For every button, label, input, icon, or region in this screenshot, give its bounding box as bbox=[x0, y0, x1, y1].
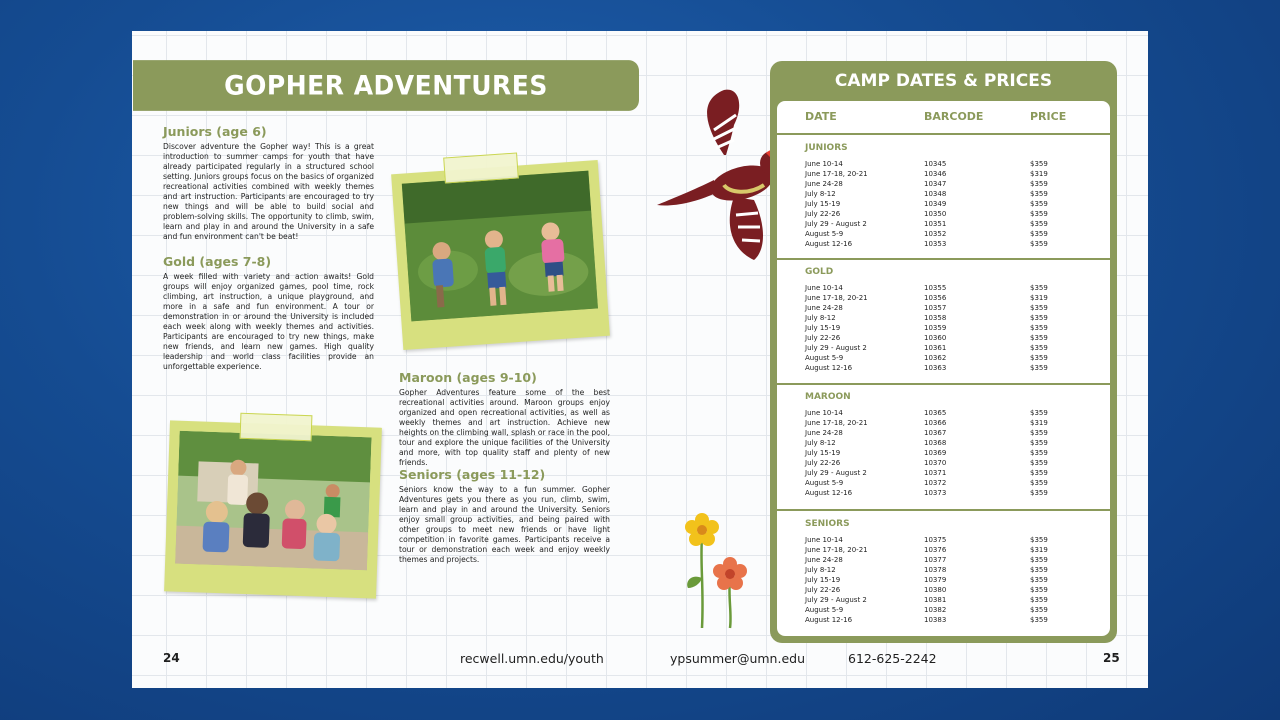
column-header-price: PRICE bbox=[1030, 110, 1067, 123]
table-row bbox=[777, 489, 1110, 499]
row-barcode: 10365 bbox=[924, 409, 947, 417]
row-date: June 10-14 bbox=[805, 160, 843, 168]
section-heading: Maroon (ages 9-10) bbox=[399, 370, 537, 385]
row-price: $359 bbox=[1030, 606, 1048, 614]
row-price: $359 bbox=[1030, 536, 1048, 544]
row-price: $359 bbox=[1030, 469, 1048, 477]
row-date: June 10-14 bbox=[805, 536, 843, 544]
section-maroon bbox=[399, 370, 610, 468]
table-row bbox=[777, 576, 1110, 586]
section-heading: Gold (ages 7-8) bbox=[163, 254, 272, 269]
row-barcode: 10352 bbox=[924, 230, 947, 238]
row-barcode: 10379 bbox=[924, 576, 947, 584]
row-barcode: 10367 bbox=[924, 429, 947, 437]
table-row bbox=[777, 459, 1110, 469]
row-barcode: 10372 bbox=[924, 479, 947, 487]
row-barcode: 10360 bbox=[924, 334, 947, 342]
photo-group-of-kids bbox=[164, 420, 382, 598]
row-price: $359 bbox=[1030, 409, 1048, 417]
row-date: August 5-9 bbox=[805, 606, 844, 614]
grass-photo-illustration bbox=[402, 171, 598, 322]
phone-number: 612-625-2242 bbox=[848, 651, 937, 666]
email-address: ypsummer@umn.edu bbox=[670, 651, 805, 666]
row-date: July 29 - August 2 bbox=[805, 469, 867, 477]
row-barcode: 10369 bbox=[924, 449, 947, 457]
row-price: $359 bbox=[1030, 354, 1048, 362]
row-barcode: 10373 bbox=[924, 489, 947, 497]
row-price: $359 bbox=[1030, 190, 1048, 198]
section-heading: Juniors (age 6) bbox=[163, 124, 267, 139]
row-price: $359 bbox=[1030, 596, 1048, 604]
group-photo-illustration bbox=[175, 431, 372, 571]
row-date: August 5-9 bbox=[805, 479, 844, 487]
tape-strip bbox=[240, 413, 313, 441]
table-row bbox=[777, 556, 1110, 566]
row-date: July 29 - August 2 bbox=[805, 596, 867, 604]
table-row bbox=[777, 536, 1110, 546]
row-barcode: 10357 bbox=[924, 304, 947, 312]
column-header-date: DATE bbox=[805, 110, 837, 123]
row-date: July 15-19 bbox=[805, 576, 841, 584]
divider bbox=[777, 133, 1110, 135]
row-date: June 10-14 bbox=[805, 284, 843, 292]
row-barcode: 10351 bbox=[924, 220, 947, 228]
row-price: $359 bbox=[1030, 576, 1048, 584]
row-date: June 10-14 bbox=[805, 409, 843, 417]
row-price: $359 bbox=[1030, 566, 1048, 574]
price-group-name: JUNIORS bbox=[805, 143, 848, 153]
table-row bbox=[777, 334, 1110, 344]
row-price: $359 bbox=[1030, 364, 1048, 372]
row-date: August 12-16 bbox=[805, 489, 853, 497]
row-date: August 12-16 bbox=[805, 364, 853, 372]
row-barcode: 10362 bbox=[924, 354, 947, 362]
row-barcode: 10381 bbox=[924, 596, 947, 604]
photo-kids-on-grass bbox=[391, 160, 610, 350]
row-price: $359 bbox=[1030, 200, 1048, 208]
page-number-left: 24 bbox=[163, 651, 180, 665]
row-date: June 24-28 bbox=[805, 180, 843, 188]
table-row bbox=[777, 449, 1110, 459]
row-date: August 5-9 bbox=[805, 354, 844, 362]
row-date: August 5-9 bbox=[805, 230, 844, 238]
table-row bbox=[777, 479, 1110, 489]
table-row bbox=[777, 240, 1110, 250]
section-body: Discover adventure the Gopher way! This is a great introduction to summer camps for youth that have already participated regularly in a structured school setting. Juniors groups focus on the basics of organized recreational activities combined with weekly themes and art instruction. Participants are encouraged to try new things and will be able to build social and problem-solving skills. The opportunity to climb, swim, learn and play in and around the University in a safe and fun environment can't be beat! bbox=[163, 142, 374, 241]
row-barcode: 10359 bbox=[924, 324, 947, 332]
row-price: $359 bbox=[1030, 616, 1048, 624]
table-row bbox=[777, 324, 1110, 334]
row-price: $319 bbox=[1030, 170, 1048, 178]
row-date: June 24-28 bbox=[805, 429, 843, 437]
row-date: June 17-18, 20-21 bbox=[805, 170, 868, 178]
table-row bbox=[777, 210, 1110, 220]
row-barcode: 10361 bbox=[924, 344, 947, 352]
row-price: $359 bbox=[1030, 439, 1048, 447]
row-date: July 29 - August 2 bbox=[805, 220, 867, 228]
row-barcode: 10349 bbox=[924, 200, 947, 208]
row-barcode: 10378 bbox=[924, 566, 947, 574]
table-row bbox=[777, 429, 1110, 439]
row-price: $359 bbox=[1030, 180, 1048, 188]
row-price: $319 bbox=[1030, 546, 1048, 554]
table-row bbox=[777, 294, 1110, 304]
row-price: $359 bbox=[1030, 220, 1048, 228]
section-body: A week filled with variety and action awaits! Gold groups will enjoy organized games, pool time, rock climbing, art instruction, a unique playground, and more in a safe and fun environment. A tour or demonstration in or around the University is included each week along with weekly themes and activities. Participants are encouraged to try new things, make new friends, and learn new games. High quality leadership and world class facilities provide an unforgettable experience. bbox=[163, 272, 374, 371]
section-seniors bbox=[399, 467, 610, 565]
row-barcode: 10363 bbox=[924, 364, 947, 372]
row-barcode: 10345 bbox=[924, 160, 947, 168]
row-barcode: 10350 bbox=[924, 210, 947, 218]
group-divider bbox=[777, 258, 1110, 260]
row-date: June 24-28 bbox=[805, 556, 843, 564]
table-row bbox=[777, 596, 1110, 606]
section-body: Gopher Adventures feature some of the best recreational activities around. Maroon groups enjoy organized and open recreational activities, as well as weekly themes and art instruction. Achieve new heights on the climbing wall, splash or race in the pool, tour and explore the unique facilities of the University and more, with top quality staff and plenty of new friends. bbox=[399, 388, 610, 467]
table-row bbox=[777, 419, 1110, 429]
row-barcode: 10383 bbox=[924, 616, 947, 624]
row-date: July 8-12 bbox=[805, 190, 836, 198]
row-barcode: 10368 bbox=[924, 439, 947, 447]
table-row bbox=[777, 439, 1110, 449]
row-barcode: 10348 bbox=[924, 190, 947, 198]
row-price: $359 bbox=[1030, 314, 1048, 322]
row-date: July 22-26 bbox=[805, 459, 841, 467]
row-date: July 15-19 bbox=[805, 449, 841, 457]
row-price: $319 bbox=[1030, 294, 1048, 302]
row-barcode: 10380 bbox=[924, 586, 947, 594]
table-row bbox=[777, 546, 1110, 556]
row-price: $359 bbox=[1030, 210, 1048, 218]
tape-strip bbox=[443, 152, 519, 183]
column-header-barcode: BARCODE bbox=[924, 110, 984, 123]
table-row bbox=[777, 160, 1110, 170]
group-divider bbox=[777, 383, 1110, 385]
row-price: $359 bbox=[1030, 586, 1048, 594]
table-row bbox=[777, 606, 1110, 616]
row-price: $359 bbox=[1030, 304, 1048, 312]
row-date: June 17-18, 20-21 bbox=[805, 294, 868, 302]
price-group-name: MAROON bbox=[805, 392, 851, 402]
table-row bbox=[777, 284, 1110, 294]
row-price: $359 bbox=[1030, 324, 1048, 332]
row-price: $359 bbox=[1030, 459, 1048, 467]
row-date: June 17-18, 20-21 bbox=[805, 419, 868, 427]
row-barcode: 10355 bbox=[924, 284, 947, 292]
table-row bbox=[777, 180, 1110, 190]
section-juniors bbox=[163, 124, 374, 242]
camp-dates-prices-panel bbox=[770, 61, 1117, 643]
row-date: June 17-18, 20-21 bbox=[805, 546, 868, 554]
row-date: July 22-26 bbox=[805, 210, 841, 218]
row-price: $359 bbox=[1030, 334, 1048, 342]
row-date: August 12-16 bbox=[805, 240, 853, 248]
row-price: $359 bbox=[1030, 479, 1048, 487]
row-date: July 8-12 bbox=[805, 314, 836, 322]
price-table bbox=[777, 101, 1110, 636]
row-date: July 15-19 bbox=[805, 324, 841, 332]
row-barcode: 10347 bbox=[924, 180, 947, 188]
table-row bbox=[777, 304, 1110, 314]
table-row bbox=[777, 364, 1110, 374]
table-row bbox=[777, 586, 1110, 596]
row-barcode: 10346 bbox=[924, 170, 947, 178]
row-barcode: 10377 bbox=[924, 556, 947, 564]
table-row bbox=[777, 230, 1110, 240]
row-date: August 12-16 bbox=[805, 616, 853, 624]
row-price: $319 bbox=[1030, 419, 1048, 427]
row-barcode: 10382 bbox=[924, 606, 947, 614]
row-barcode: 10366 bbox=[924, 419, 947, 427]
table-row bbox=[777, 314, 1110, 324]
row-date: July 22-26 bbox=[805, 586, 841, 594]
table-row bbox=[777, 170, 1110, 180]
flower-illustration bbox=[680, 508, 750, 633]
brochure-spread bbox=[132, 31, 1148, 688]
row-barcode: 10353 bbox=[924, 240, 947, 248]
website-url: recwell.umn.edu/youth bbox=[460, 651, 604, 666]
group-divider bbox=[777, 509, 1110, 511]
table-row bbox=[777, 354, 1110, 364]
row-price: $359 bbox=[1030, 160, 1048, 168]
row-date: July 29 - August 2 bbox=[805, 344, 867, 352]
table-row bbox=[777, 566, 1110, 576]
price-group-name: GOLD bbox=[805, 267, 834, 277]
row-price: $359 bbox=[1030, 284, 1048, 292]
row-price: $359 bbox=[1030, 344, 1048, 352]
row-barcode: 10356 bbox=[924, 294, 947, 302]
panel-title: CAMP DATES & PRICES bbox=[834, 71, 1053, 91]
section-gold bbox=[163, 254, 374, 372]
section-body: Seniors know the way to a fun summer. Gopher Adventures gets you there as you run, climb, swim, learn and play in and around the University. Seniors enjoy small group activities, and being paired with other groups to meet new friends or have light competition in favorite games. Participants receive a tour or demonstration each week and enjoy weekly themes and projects. bbox=[399, 485, 610, 564]
row-price: $359 bbox=[1030, 230, 1048, 238]
table-row bbox=[777, 344, 1110, 354]
row-price: $359 bbox=[1030, 429, 1048, 437]
row-date: July 15-19 bbox=[805, 200, 841, 208]
row-price: $359 bbox=[1030, 449, 1048, 457]
row-barcode: 10375 bbox=[924, 536, 947, 544]
row-price: $359 bbox=[1030, 556, 1048, 564]
table-row bbox=[777, 616, 1110, 626]
row-barcode: 10370 bbox=[924, 459, 947, 467]
price-group-name: SENIORS bbox=[805, 519, 850, 529]
row-barcode: 10376 bbox=[924, 546, 947, 554]
table-row bbox=[777, 200, 1110, 210]
row-price: $359 bbox=[1030, 240, 1048, 248]
row-date: July 8-12 bbox=[805, 439, 836, 447]
row-date: June 24-28 bbox=[805, 304, 843, 312]
table-row bbox=[777, 220, 1110, 230]
section-heading: Seniors (ages 11-12) bbox=[399, 467, 546, 482]
page-number-right: 25 bbox=[1103, 651, 1120, 665]
row-barcode: 10358 bbox=[924, 314, 947, 322]
row-date: July 22-26 bbox=[805, 334, 841, 342]
row-price: $359 bbox=[1030, 489, 1048, 497]
table-row bbox=[777, 409, 1110, 419]
row-date: July 8-12 bbox=[805, 566, 836, 574]
page-title: GOPHER ADVENTURES bbox=[133, 60, 639, 111]
row-barcode: 10371 bbox=[924, 469, 947, 477]
table-row bbox=[777, 469, 1110, 479]
table-row bbox=[777, 190, 1110, 200]
